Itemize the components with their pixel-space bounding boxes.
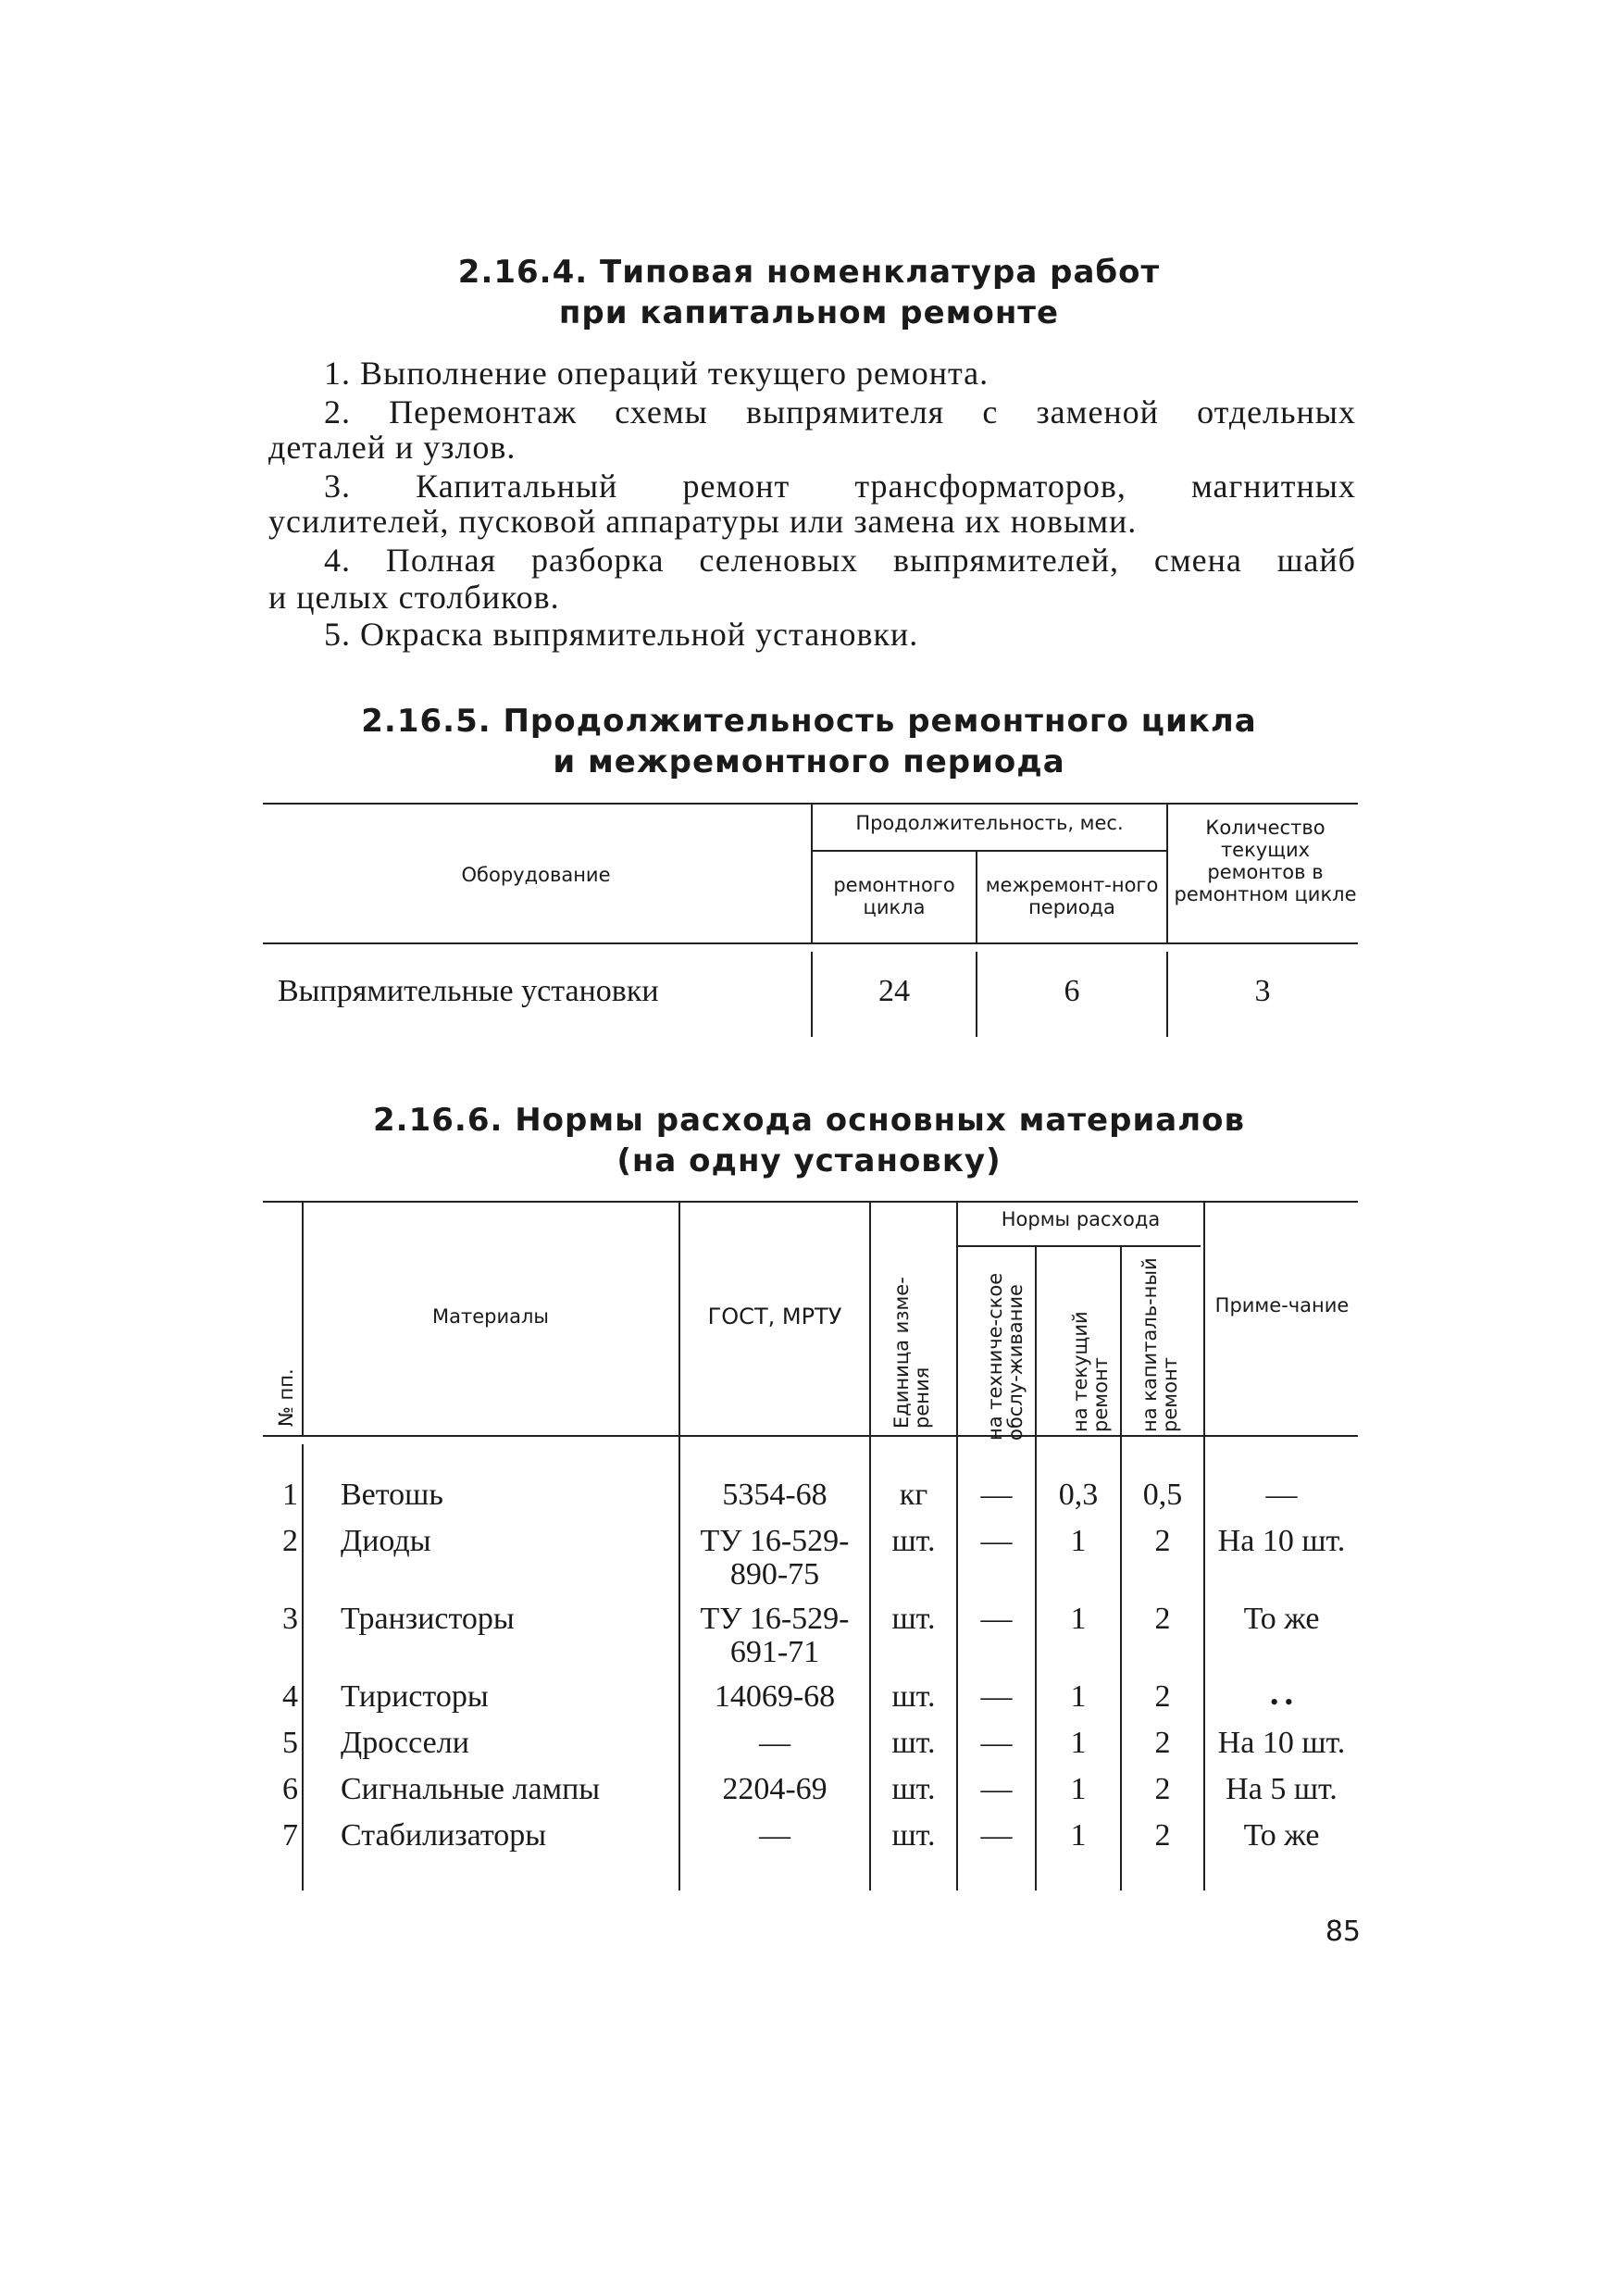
row-material: Тиристоры — [341, 1679, 489, 1714]
row-cycle: 24 — [878, 974, 910, 1008]
row-note: На 10 шт. — [1217, 1524, 1346, 1558]
header-interval: межремонт-ного периода — [985, 874, 1159, 918]
header-equipment: Оборудование — [461, 864, 611, 886]
row-to: — — [980, 1478, 1013, 1512]
row-material: Дроссели — [341, 1726, 469, 1760]
row-num: 7 — [282, 1818, 298, 1853]
header-cycle: ремонтного цикла — [833, 874, 955, 918]
row-unit: шт. — [891, 1524, 936, 1558]
row-gost-cont: 691-71 — [729, 1635, 820, 1669]
row-note: То же — [1243, 1602, 1320, 1636]
row-material: Стабилизаторы — [341, 1818, 547, 1853]
row-current: 1 — [1070, 1818, 1087, 1853]
row-unit: шт. — [891, 1726, 936, 1760]
row-unit: шт. — [891, 1772, 936, 1806]
row-material: Ветошь — [341, 1478, 443, 1512]
header-unit: Единица изме-рения — [890, 1277, 933, 1429]
row-capital: 2 — [1154, 1818, 1171, 1853]
list-item: 2. Перемонтаж схемы выпрямителя с заменой отдельных — [324, 393, 1356, 430]
row-to: — — [980, 1818, 1013, 1853]
row-capital: 2 — [1154, 1679, 1171, 1714]
row-to: — — [980, 1772, 1013, 1806]
header-material: Материалы — [432, 1305, 549, 1328]
row-capital: 2 — [1154, 1602, 1171, 1636]
row-note: • • — [1270, 1689, 1293, 1716]
section5-title-line1: 2.16.5. Продолжительность ремонтного цикла — [361, 703, 1257, 740]
row-unit: шт. — [891, 1818, 936, 1853]
row-to: — — [980, 1679, 1013, 1714]
row-equipment: Выпрямительные установки — [278, 974, 659, 1008]
row-unit: шт. — [891, 1679, 936, 1714]
row-num: 3 — [282, 1602, 298, 1636]
row-num: 6 — [282, 1772, 298, 1806]
row-material: Транзисторы — [341, 1602, 515, 1636]
header-count: Количество текущих ремонтов в ремонтном цикле — [1174, 817, 1357, 905]
row-unit: кг — [899, 1478, 928, 1512]
page-number: 85 — [1325, 1915, 1361, 1948]
row-material: Сигнальные лампы — [341, 1772, 601, 1806]
header-norms: Нормы расхода — [1001, 1208, 1161, 1230]
section4-title-line1: 2.16.4. Типовая номенклатура работ — [457, 254, 1161, 291]
row-capital: 2 — [1154, 1772, 1171, 1806]
row-to: — — [980, 1524, 1013, 1558]
list-item: 1. Выполнение операций текущего ремонта. — [324, 355, 989, 392]
row-gost: ТУ 16-529- — [700, 1524, 850, 1558]
list-item-cont: и целых столбиков. — [268, 579, 560, 616]
section6-title-line2: (на одну установку) — [616, 1142, 1002, 1179]
list-item: 4. Полная разборка селеновых выпрямителей, смена шайб — [324, 542, 1356, 579]
row-note: — — [1265, 1478, 1298, 1512]
header-duration: Продолжительность, мес. — [855, 812, 1124, 834]
row-current: 1 — [1070, 1679, 1087, 1714]
section4-title-line2: при капитальном ремонте — [558, 294, 1060, 331]
row-gost: 14069-68 — [714, 1679, 836, 1714]
row-capital: 0,5 — [1142, 1478, 1183, 1512]
row-interval: 6 — [1064, 974, 1080, 1008]
list-item: 5. Окраска выпрямительной установки. — [324, 616, 919, 653]
section6-title-line1: 2.16.6. Нормы расхода основных материалов — [373, 1102, 1245, 1139]
row-capital: 2 — [1154, 1726, 1171, 1760]
row-current: 0,3 — [1058, 1478, 1099, 1512]
row-unit: шт. — [891, 1602, 936, 1636]
row-gost: — — [759, 1818, 790, 1853]
row-gost: 5354-68 — [722, 1478, 828, 1512]
row-gost: 2204-69 — [722, 1772, 828, 1806]
row-num: 1 — [282, 1478, 298, 1512]
list-item-cont: усилителей, пусковой аппаратуры или замена их новыми. — [268, 503, 1138, 540]
row-current: 1 — [1070, 1772, 1087, 1806]
row-to: — — [980, 1602, 1013, 1636]
row-num: 2 — [282, 1524, 298, 1558]
row-gost-cont: 890-75 — [729, 1557, 820, 1591]
row-gost: ТУ 16-529- — [700, 1602, 850, 1636]
row-to: — — [980, 1726, 1013, 1760]
header-num: № пп. — [275, 1368, 297, 1427]
row-current: 1 — [1070, 1524, 1087, 1558]
header-current: на текущий ремонт — [1069, 1311, 1112, 1432]
header-to: на техниче-ское обслу-живание — [984, 1272, 1027, 1441]
list-item: 3. Капитальный ремонт трансформаторов, магнитных — [324, 468, 1356, 505]
row-num: 4 — [282, 1679, 298, 1714]
header-note: Приме-чание — [1214, 1294, 1350, 1316]
row-capital: 2 — [1154, 1524, 1171, 1558]
header-gost: ГОСТ, МРТУ — [707, 1304, 842, 1329]
row-note: На 10 шт. — [1217, 1726, 1346, 1760]
row-note: То же — [1243, 1818, 1320, 1853]
row-gost: — — [759, 1726, 790, 1760]
row-note: На 5 шт. — [1226, 1772, 1338, 1806]
row-current: 1 — [1070, 1602, 1087, 1636]
row-material: Диоды — [341, 1524, 431, 1558]
header-capital: на капиталь-ный ремонт — [1139, 1257, 1181, 1432]
list-item-cont: деталей и узлов. — [268, 429, 517, 466]
row-current: 1 — [1070, 1726, 1087, 1760]
row-count: 3 — [1254, 974, 1271, 1008]
row-num: 5 — [282, 1726, 298, 1760]
section5-title-line2: и межремонтного периода — [553, 743, 1065, 780]
